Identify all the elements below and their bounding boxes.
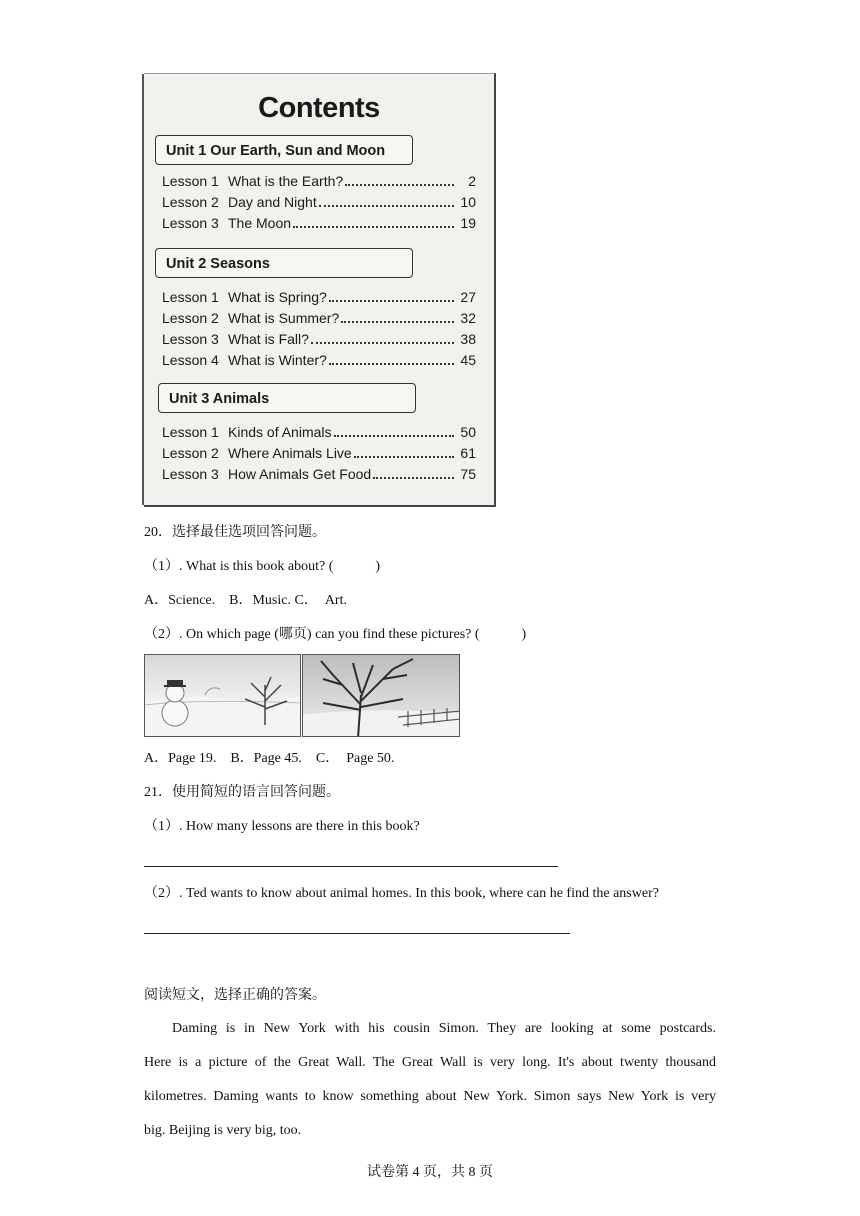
question-21-heading: 21．使用简短的语言回答问题。: [144, 785, 340, 800]
question-20-2: （2）. On which page (哪页) can you find these pictures? ( ): [144, 627, 527, 642]
unit-2-box: Unit 2 Seasons: [155, 248, 413, 278]
snowman-winter-photo: [144, 654, 301, 737]
toc-entry: Lesson 1 What is the Earth? 2: [162, 173, 476, 189]
passage-line-2: Here is a picture of the Great Wall. The Great Wall is very long. It's about twenty thousand: [144, 1055, 716, 1070]
question-20-2-options: A．Page 19. B．Page 45. C． Page 50.: [144, 751, 395, 766]
question-21-2: （2）. Ted wants to know about animal homes. In this book, where can he find the answer?: [144, 886, 659, 901]
passage-line-4: big. Beijing is very big, too.: [144, 1123, 302, 1138]
answer-line-1[interactable]: [144, 866, 558, 867]
unit-3-box: Unit 3 Animals: [158, 383, 416, 413]
answer-line-2[interactable]: [144, 933, 570, 934]
toc-entry: Lesson 2 Where Animals Live 61: [162, 445, 476, 461]
toc-entry: Lesson 3 What is Fall? 38: [162, 331, 476, 347]
passage-line-1: Daming is in New York with his cousin Simon. They are looking at some postcards.: [172, 1021, 716, 1036]
contents-title: Contents: [258, 92, 380, 124]
contents-image: [144, 73, 496, 507]
reading-instruction: 阅读短文，选择正确的答案。: [144, 988, 326, 1003]
question-21-1: （1）. How many lessons are there in this book?: [144, 819, 420, 834]
unit-1-box: Unit 1 Our Earth, Sun and Moon: [155, 135, 413, 165]
toc-entry: Lesson 1 What is Spring? 27: [162, 289, 476, 305]
question-20-heading: 20．选择最佳选项回答问题。: [144, 525, 326, 540]
snowy-tree-photo: [302, 654, 460, 737]
toc-entry: Lesson 2 Day and Night 10: [162, 194, 476, 210]
toc-entry: Lesson 1 Kinds of Animals 50: [162, 424, 476, 440]
page-footer: 试卷第 4 页，共 8 页: [367, 1165, 493, 1180]
question-20-1: （1）. What is this book about? ( ): [144, 559, 381, 574]
toc-entry: Lesson 4 What is Winter? 45: [162, 352, 476, 368]
toc-entry: Lesson 2 What is Summer? 32: [162, 310, 476, 326]
toc-entry: Lesson 3 The Moon 19: [162, 215, 476, 231]
question-20-1-options: A．Science. B．Music. C． Art.: [144, 593, 347, 608]
toc-entry: Lesson 3 How Animals Get Food 75: [162, 466, 476, 482]
passage-line-3: kilometres. Daming wants to know something about New York. Simon says New York is very: [144, 1089, 716, 1104]
